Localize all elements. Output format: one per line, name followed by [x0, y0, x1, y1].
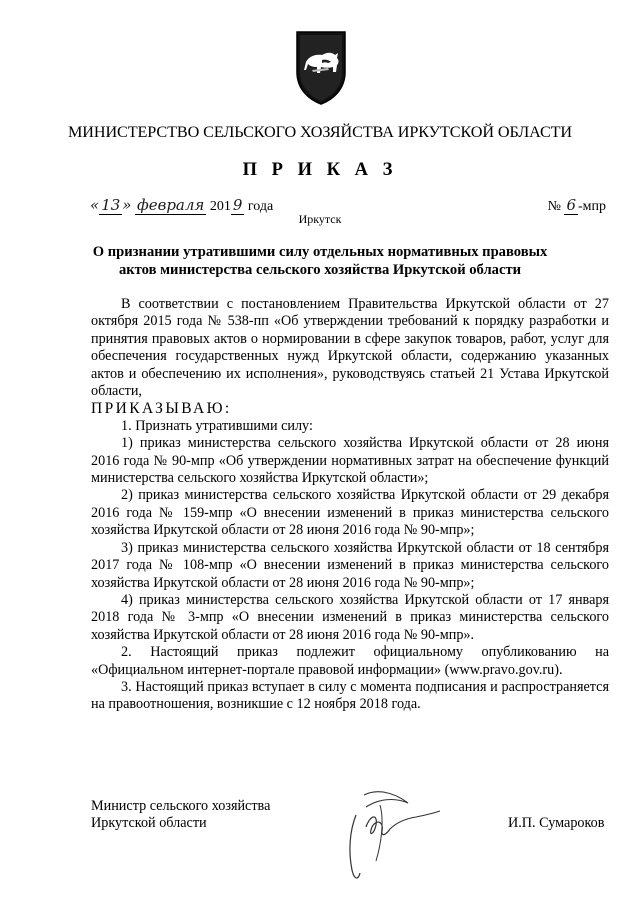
date-month: февраля	[136, 196, 205, 214]
date-year-prefix: 201	[209, 199, 231, 214]
document-title: П Р И К А З	[242, 160, 398, 180]
signatory-name: И.П. Сумароков	[508, 815, 605, 831]
item-1-sub-3: 3) приказ министерства сельского хозяйства Иркутской области от 18 сентября 2017 года № 108-мпр «О внесении изменений в приказ министерства сельского хозяйства Иркутской области от 28 июня 2016 года № 90-мпр»;	[91, 539, 609, 591]
item-1-sub-2: 2) приказ министерства сельского хозяйства Иркутской области от 29 декабря 2016 года № 159-мпр «О внесении изменений в приказ министерства сельского хозяйства Иркутской области от 28 июня 2016 года № 90-мпр»;	[91, 487, 609, 539]
item-2: 2. Настоящий приказ подлежит официальному опубликованию на «Официальном интернет-портале правовой информации» (www.pravo.gov.ru).	[91, 644, 609, 678]
item-1-sub-1: 1) приказ министерства сельского хозяйства Иркутской области от 28 июня 2016 года № 90-мпр «Об утверждении нормативных затрат на обеспечение функций министерства сельского хозяйства Иркутской области»;	[91, 435, 609, 487]
document-body	[91, 296, 609, 714]
item-1-sub-4: 4) приказ министерства сельского хозяйства Иркутской области от 17 января 2018 года № 3-мпр «О внесении изменений в приказ министерства сельского хозяйства Иркутской области от 28 июня 2016 года № 90-мпр».	[91, 591, 609, 643]
document-subject	[70, 243, 570, 279]
signatory-position-line-2: Иркутской области	[91, 815, 207, 832]
subject-line-2: актов министерства сельского хозяйства Иркутской области	[118, 262, 522, 278]
date-suffix: года	[247, 199, 274, 214]
date-year-digit: 9	[232, 196, 243, 214]
date-open-quote: «	[90, 196, 100, 214]
signatory-position	[91, 798, 270, 833]
date-close-quote: »	[122, 196, 132, 214]
number-suffix: -мпр	[577, 199, 606, 214]
ministry-name: МИНИСТЕРСТВО СЕЛЬСКОГО ХОЗЯЙСТВА ИРКУТСКОЙ ОБЛАСТИ	[67, 123, 573, 141]
handwritten-signature	[336, 775, 446, 885]
document-city: Иркутск	[298, 212, 342, 226]
subject-line-1: О признании утратившими силу отдельных нормативных правовых	[92, 244, 548, 260]
order-keyword: ПРИКАЗЫВАЮ:	[91, 400, 232, 418]
signatory-position-line-1: Министр сельского хозяйства	[91, 798, 271, 814]
item-1: 1. Признать утратившими силу:	[121, 417, 313, 434]
coat-of-arms-emblem	[294, 30, 348, 106]
date-day: 13	[101, 196, 121, 214]
preamble-paragraph: В соответствии с постановлением Правительства Иркутской области от 27 октября 2015 года № 538-пп «Об утверждении требований к порядку разработки и принятия правовых актов о нормировании в сфере закупок товаров, работ, услуг для обеспечения государственных нужд Иркутской области, содержанию указанных актов и обеспечению их исполнения», руководствуясь статьей 21 Устава Иркутской области,	[91, 296, 609, 400]
number-value: 6	[566, 196, 576, 214]
item-3: 3. Настоящий приказ вступает в силу с момента подписания и распространяется на правоотношения, возникшие с 12 ноября 2018 года.	[91, 678, 609, 713]
number-prefix: №	[547, 199, 561, 214]
